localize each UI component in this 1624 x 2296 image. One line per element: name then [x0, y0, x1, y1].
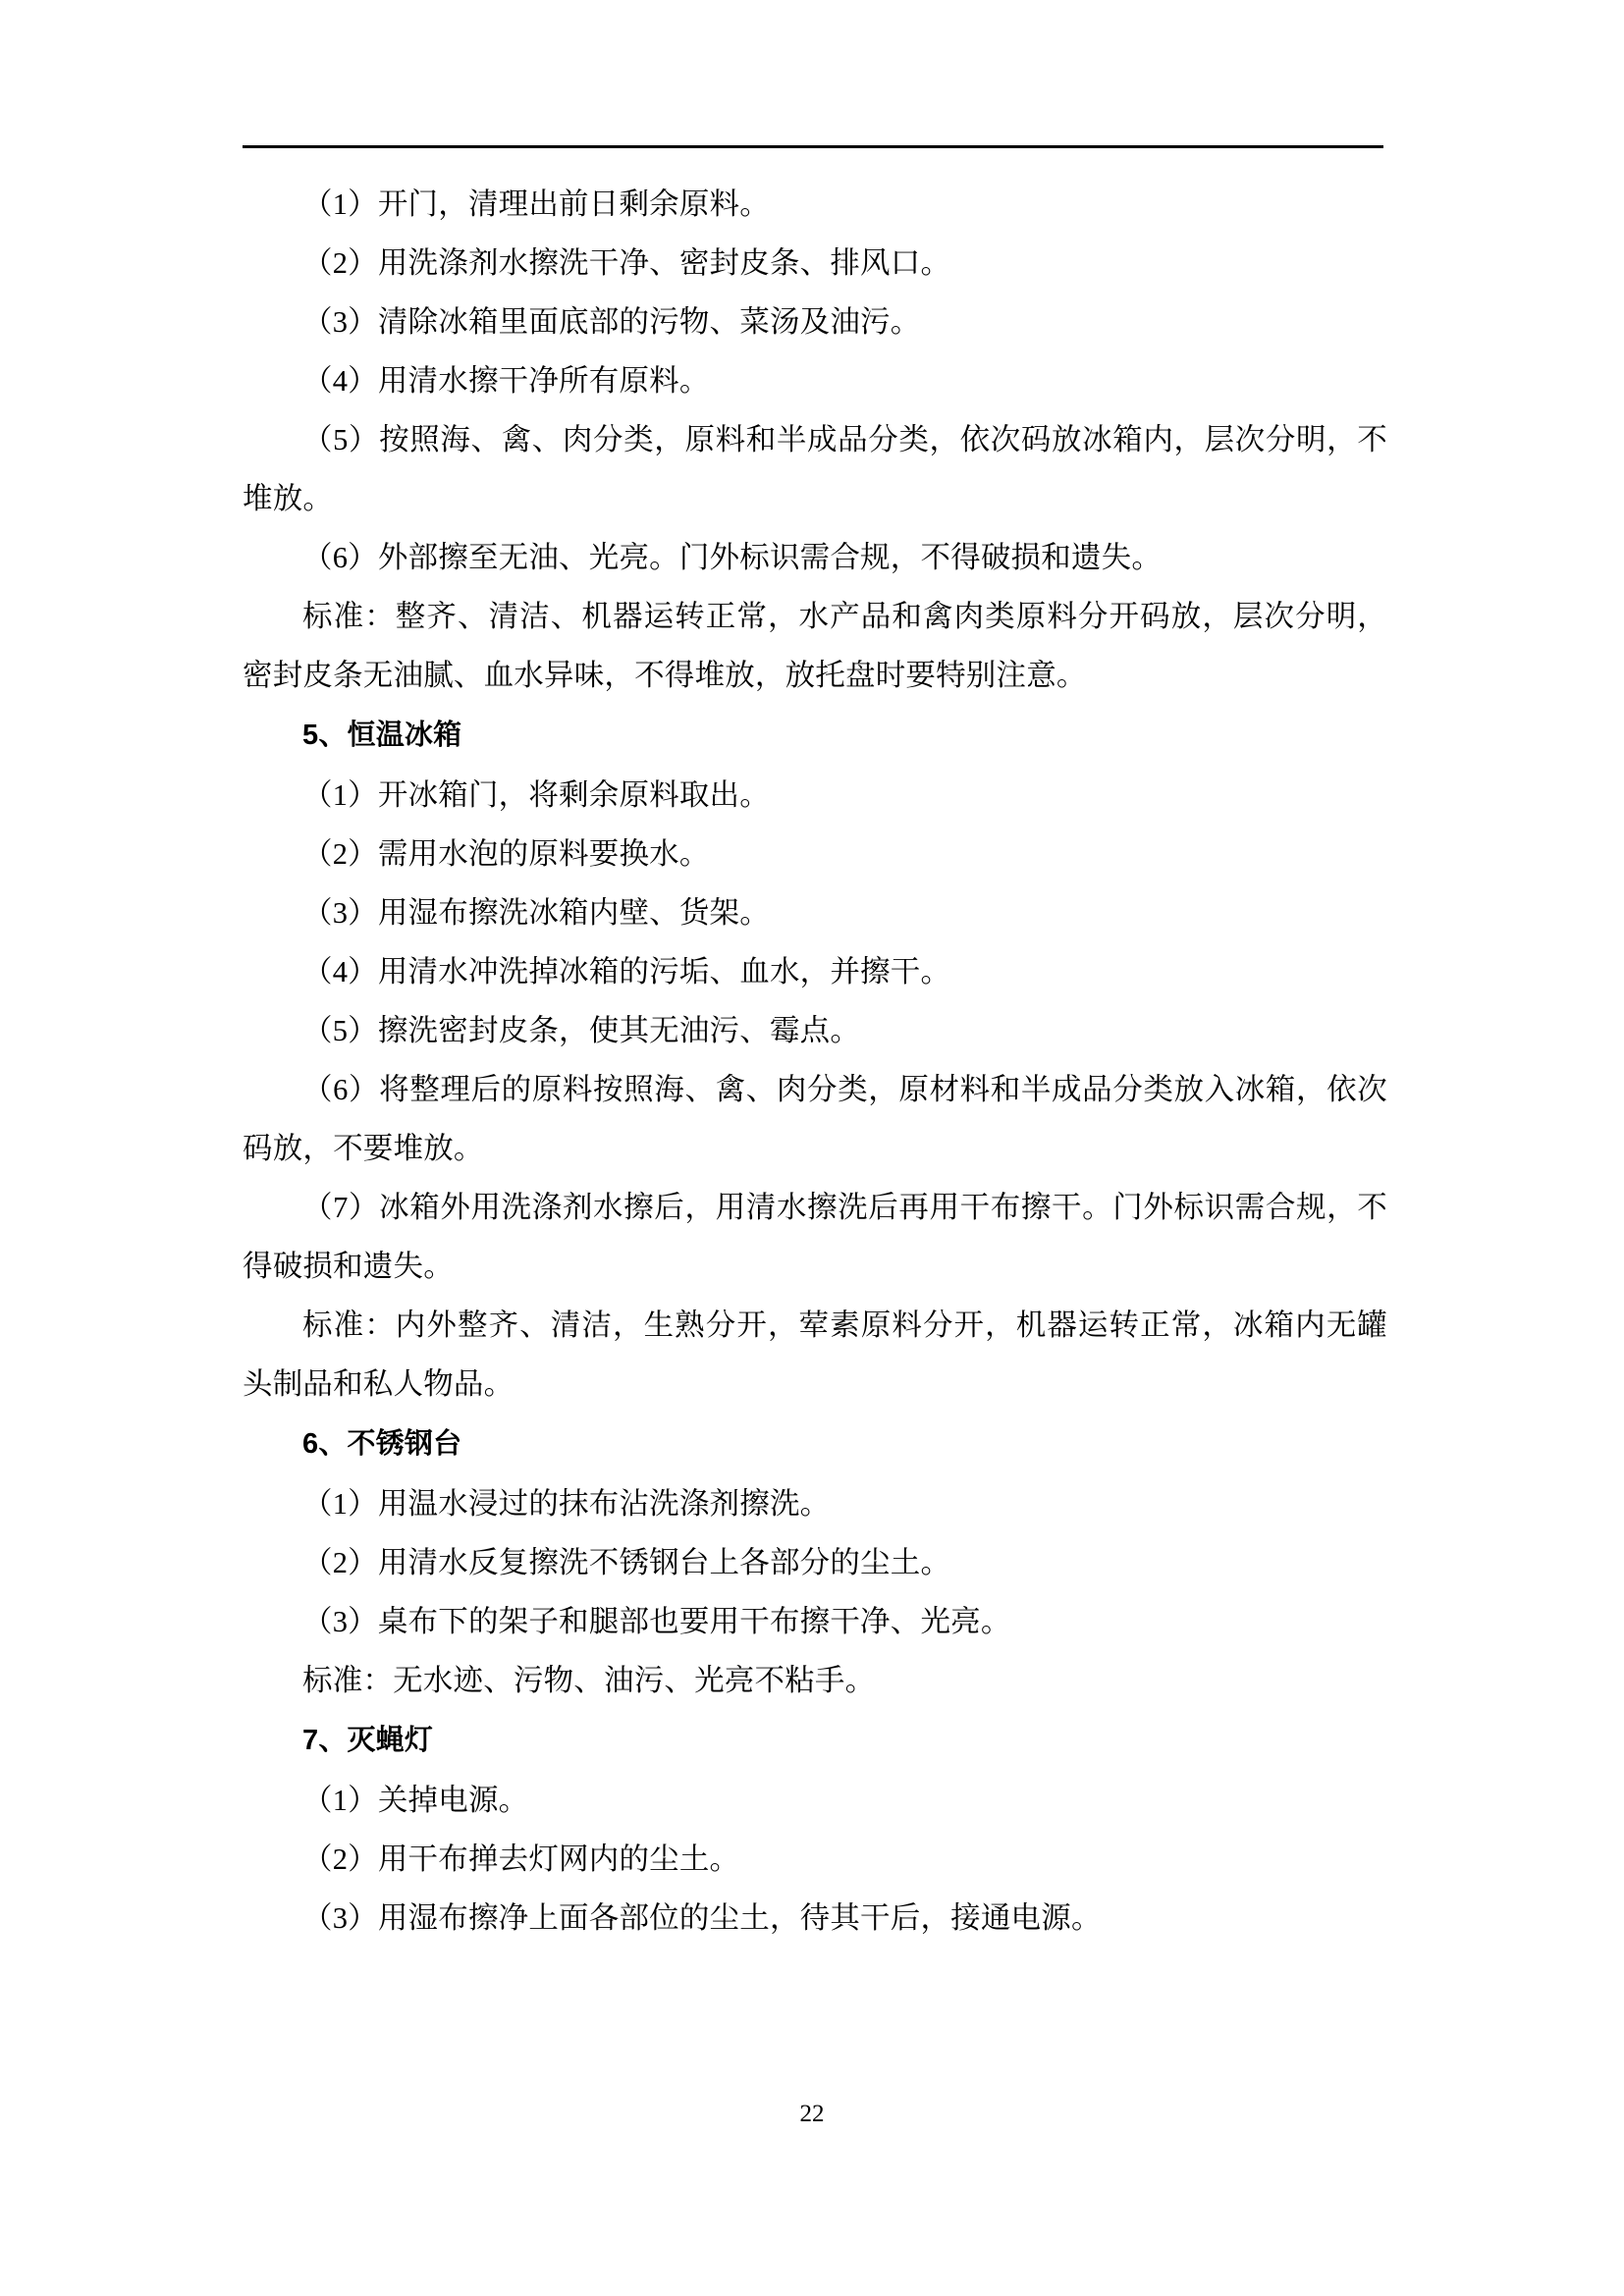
body-paragraph: （3）清除冰箱里面底部的污物、菜汤及油污。 — [302, 305, 921, 339]
body-paragraph: （2）用洗涤剂水擦洗干净、密封皮条、排风口。 — [302, 246, 951, 280]
section-heading: 7、灭蝇灯 — [302, 1725, 434, 1756]
body-paragraph: （6）外部擦至无油、光亮。门外标识需合规，不得破损和遗失。 — [302, 541, 1163, 574]
body-paragraph: （4）用清水擦干净所有原料。 — [302, 364, 710, 398]
body-paragraph: （2）需用水泡的原料要换水。 — [302, 837, 710, 871]
body-paragraph: （4）用清水冲洗掉冰箱的污垢、血水，并擦干。 — [302, 955, 951, 988]
body-paragraph: 标准：无水迹、污物、油污、光亮不粘手。 — [302, 1664, 876, 1697]
section-heading: 6、不锈钢台 — [302, 1428, 462, 1460]
body-paragraph: （6）将整理后的原料按照海、禽、肉分类，原材料和半成品分类放入冰箱，依次码放，不要堆放。 — [243, 1073, 1387, 1165]
section-heading: 5、恒温冰箱 — [302, 720, 462, 751]
body-paragraph: （3）用湿布擦净上面各部位的尘土，待其干后，接通电源。 — [302, 1901, 1102, 1935]
body-paragraph: （7）冰箱外用洗涤剂水擦后，用清水擦洗后再用干布擦干。门外标识需合规，不得破损和遗失。 — [243, 1191, 1387, 1283]
body-paragraph: （5）擦洗密封皮条，使其无油污、霉点。 — [302, 1014, 861, 1047]
body-paragraph: （3）桌布下的架子和腿部也要用干布擦干净、光亮。 — [302, 1605, 1011, 1638]
body-paragraph: （3）用湿布擦洗冰箱内壁、货架。 — [302, 896, 770, 930]
page-number: 22 — [799, 2101, 825, 2127]
body-paragraph: （1）关掉电源。 — [302, 1784, 529, 1817]
body-paragraph: （5）按照海、禽、肉分类，原料和半成品分类，依次码放冰箱内，层次分明，不堆放。 — [243, 423, 1387, 515]
document-body — [243, 175, 1387, 1948]
body-paragraph: （1）用温水浸过的抹布沾洗涤剂擦洗。 — [302, 1487, 831, 1521]
body-paragraph: （1）开冰箱门，将剩余原料取出。 — [302, 778, 770, 812]
body-paragraph: 标准：内外整齐、清洁，生熟分开，荤素原料分开，机器运转正常，冰箱内无罐头制品和私人物品。 — [243, 1308, 1387, 1401]
body-paragraph: （1）开门，清理出前日剩余原料。 — [302, 187, 770, 221]
body-paragraph: 标准：整齐、清洁、机器运转正常，水产品和禽肉类原料分开码放，层次分明，密封皮条无油腻、血水异味，不得堆放，放托盘时要特别注意。 — [243, 600, 1387, 692]
body-paragraph: （2）用干布掸去灯网内的尘土。 — [302, 1842, 740, 1876]
header-divider — [243, 145, 1383, 148]
body-paragraph: （2）用清水反复擦洗不锈钢台上各部分的尘土。 — [302, 1546, 951, 1579]
